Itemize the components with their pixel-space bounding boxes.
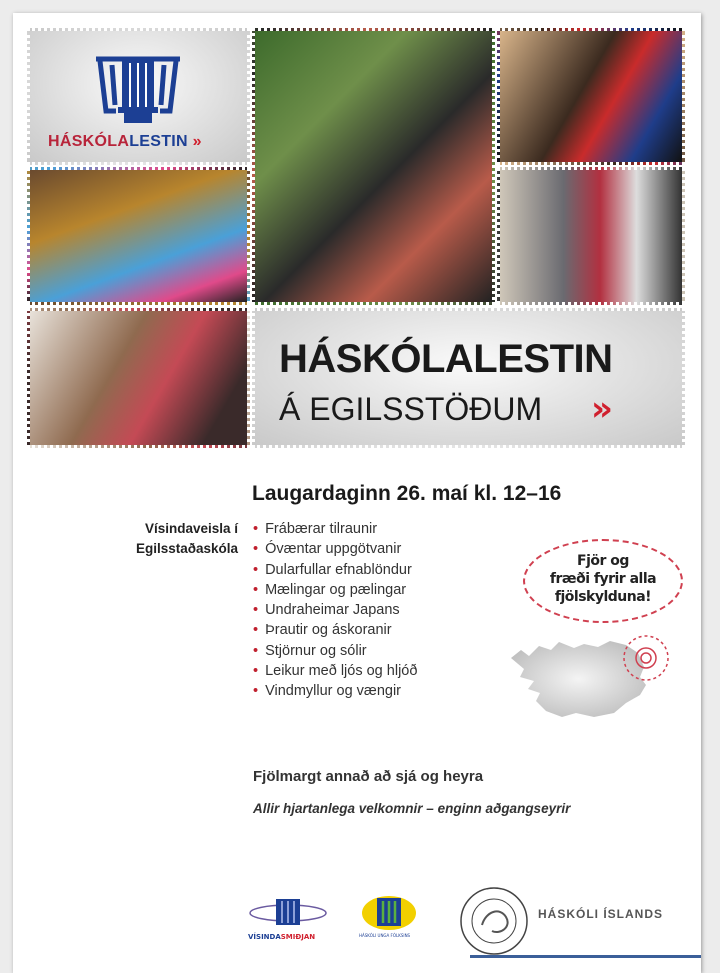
subtitle: Á EGILSSTÖÐUM [279, 391, 543, 427]
venue-line: Egilsstaðaskóla [135, 541, 238, 556]
haskoli-unga-folksins-logo: HÁSKÓLI UNGA FÓLKSINS [361, 893, 417, 937]
photo-molecule-model [497, 28, 685, 165]
divider [470, 955, 701, 958]
speech-cloud [523, 539, 683, 623]
venue [111, 519, 238, 559]
chevron-icon: » [591, 389, 605, 429]
logo-wordmark: HÁSKÓLALESTIN » [48, 133, 202, 150]
activity-list [253, 519, 417, 702]
list-item: • Þrautir og áskoranir [253, 620, 417, 640]
photo-kids-experiment [252, 28, 495, 305]
main-title: HÁSKÓLALESTIN [279, 337, 613, 381]
hunf-icon [361, 893, 417, 933]
cloud-line: fræði fyrir alla [549, 571, 657, 587]
list-item: • Vindmyllur og vængir [253, 681, 417, 701]
cloud-line: fjölskylduna! [554, 589, 652, 605]
building-logo-icon [92, 53, 184, 125]
poster [13, 13, 701, 973]
photo-light-table [27, 167, 250, 305]
cloud-line: Fjör og [577, 553, 629, 569]
list-item: • Dularfullar efnablöndur [253, 560, 417, 580]
photo-filming [497, 167, 685, 305]
list-item: • Óvæntar uppgötvanir [253, 539, 417, 559]
iceland-map-icon [501, 633, 691, 733]
university-name: HÁSKÓLI ÍSLANDS [538, 907, 664, 921]
title-stamp [252, 308, 685, 448]
visindasmidjan-logo: VÍSINDASMIÐJAN [248, 893, 328, 937]
more-text: Fjölmargt annað að sjá og heyra [253, 768, 484, 785]
list-item: • Leikur með ljós og hljóð [253, 661, 417, 681]
list-item: • Undraheimar Japans [253, 600, 417, 620]
chevron-icon: » [192, 133, 202, 150]
welcome-text: Allir hjartanlega velkomnir – enginn aðgangseyrir [253, 801, 571, 816]
list-item: • Stjörnur og sólir [253, 641, 417, 661]
event-date: Laugardaginn 26. maí kl. 12–16 [252, 482, 562, 505]
venue-line: Vísindaveisla í [144, 521, 238, 536]
visindasmidjan-icon [248, 893, 328, 933]
list-item: • Mælingar og pælingar [253, 580, 417, 600]
logo-stamp [27, 28, 250, 165]
list-item: • Frábærar tilraunir [253, 519, 417, 539]
university-seal-icon [458, 885, 530, 957]
photo-chemistry-demo [27, 308, 250, 448]
